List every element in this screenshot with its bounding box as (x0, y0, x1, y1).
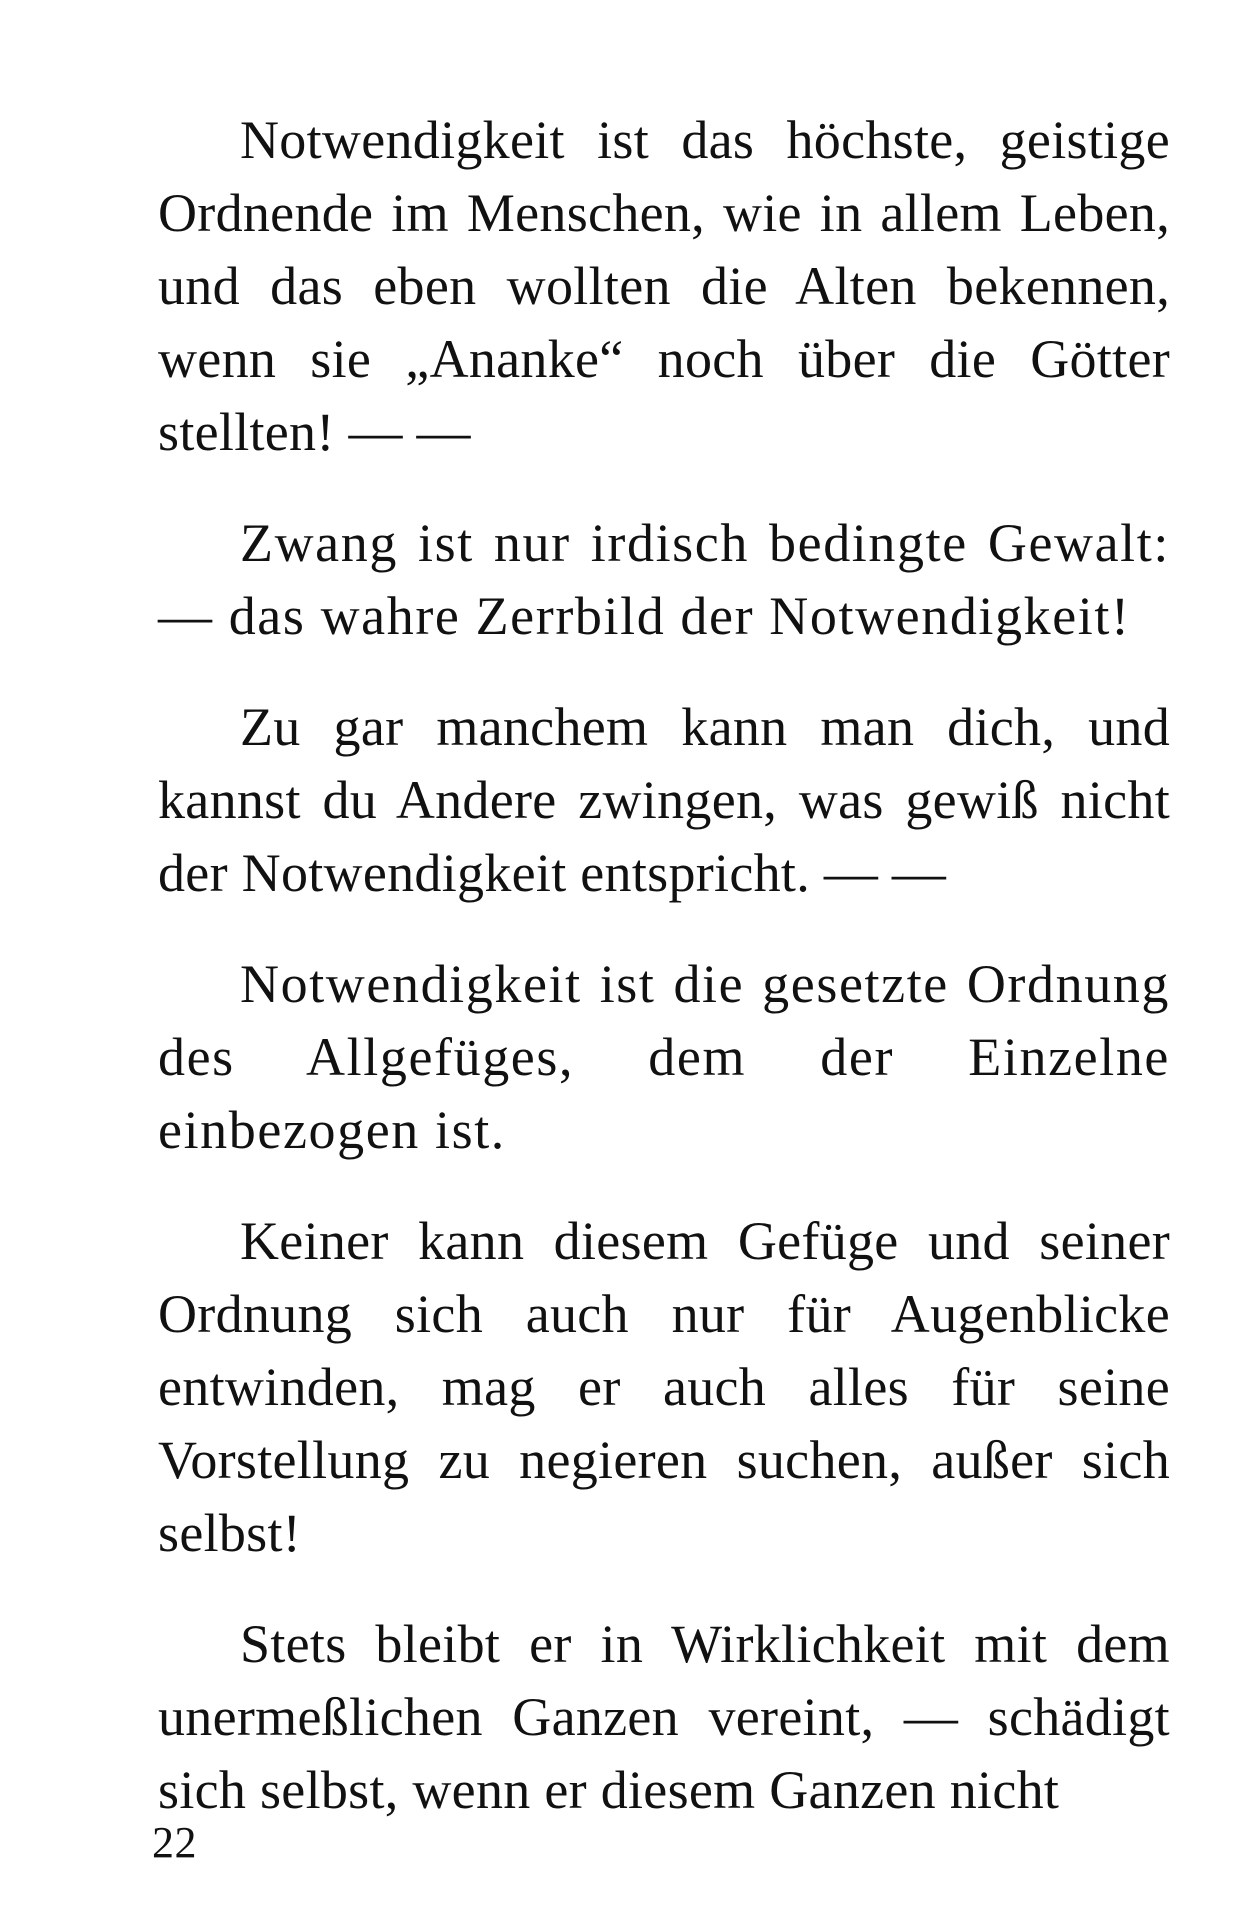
paragraph-4: Notwendigkeit ist die gesetzte Ordnung des Allgefüges, dem der Einzelne einbezogen ist. (158, 954, 1170, 1160)
paragraph-2: Zwang ist nur irdisch bedingte Gewalt: — das wahre Zerrbild der Notwendigkeit! (158, 513, 1170, 646)
paragraph-6: Stets bleibt er in Wirklichkeit mit dem unermeßlichen Ganzen vereint, — schädigt sich selbst, wenn er diesem Ganzen nicht (158, 1614, 1170, 1820)
paragraph-1: Notwendigkeit ist das höchste, geistige Ordnende im Menschen, wie in allem Leben, und das eben wollten die Alten bekennen, wenn sie „Ananke“ noch über die Götter stellten! — — (158, 110, 1170, 462)
book-page-text (158, 104, 1170, 1865)
page-number: 22 (152, 1818, 197, 1867)
paragraph-3: Zu gar manchem kann man dich, und kannst du Andere zwingen, was gewiß nicht der Notwendigkeit entspricht. — — (158, 697, 1170, 903)
paragraph-5: Keiner kann diesem Gefüge und seiner Ordnung sich auch nur für Augenblicke entwinden, mag er auch alles für seine Vorstellung zu negieren suchen, außer sich selbst! (158, 1211, 1170, 1563)
